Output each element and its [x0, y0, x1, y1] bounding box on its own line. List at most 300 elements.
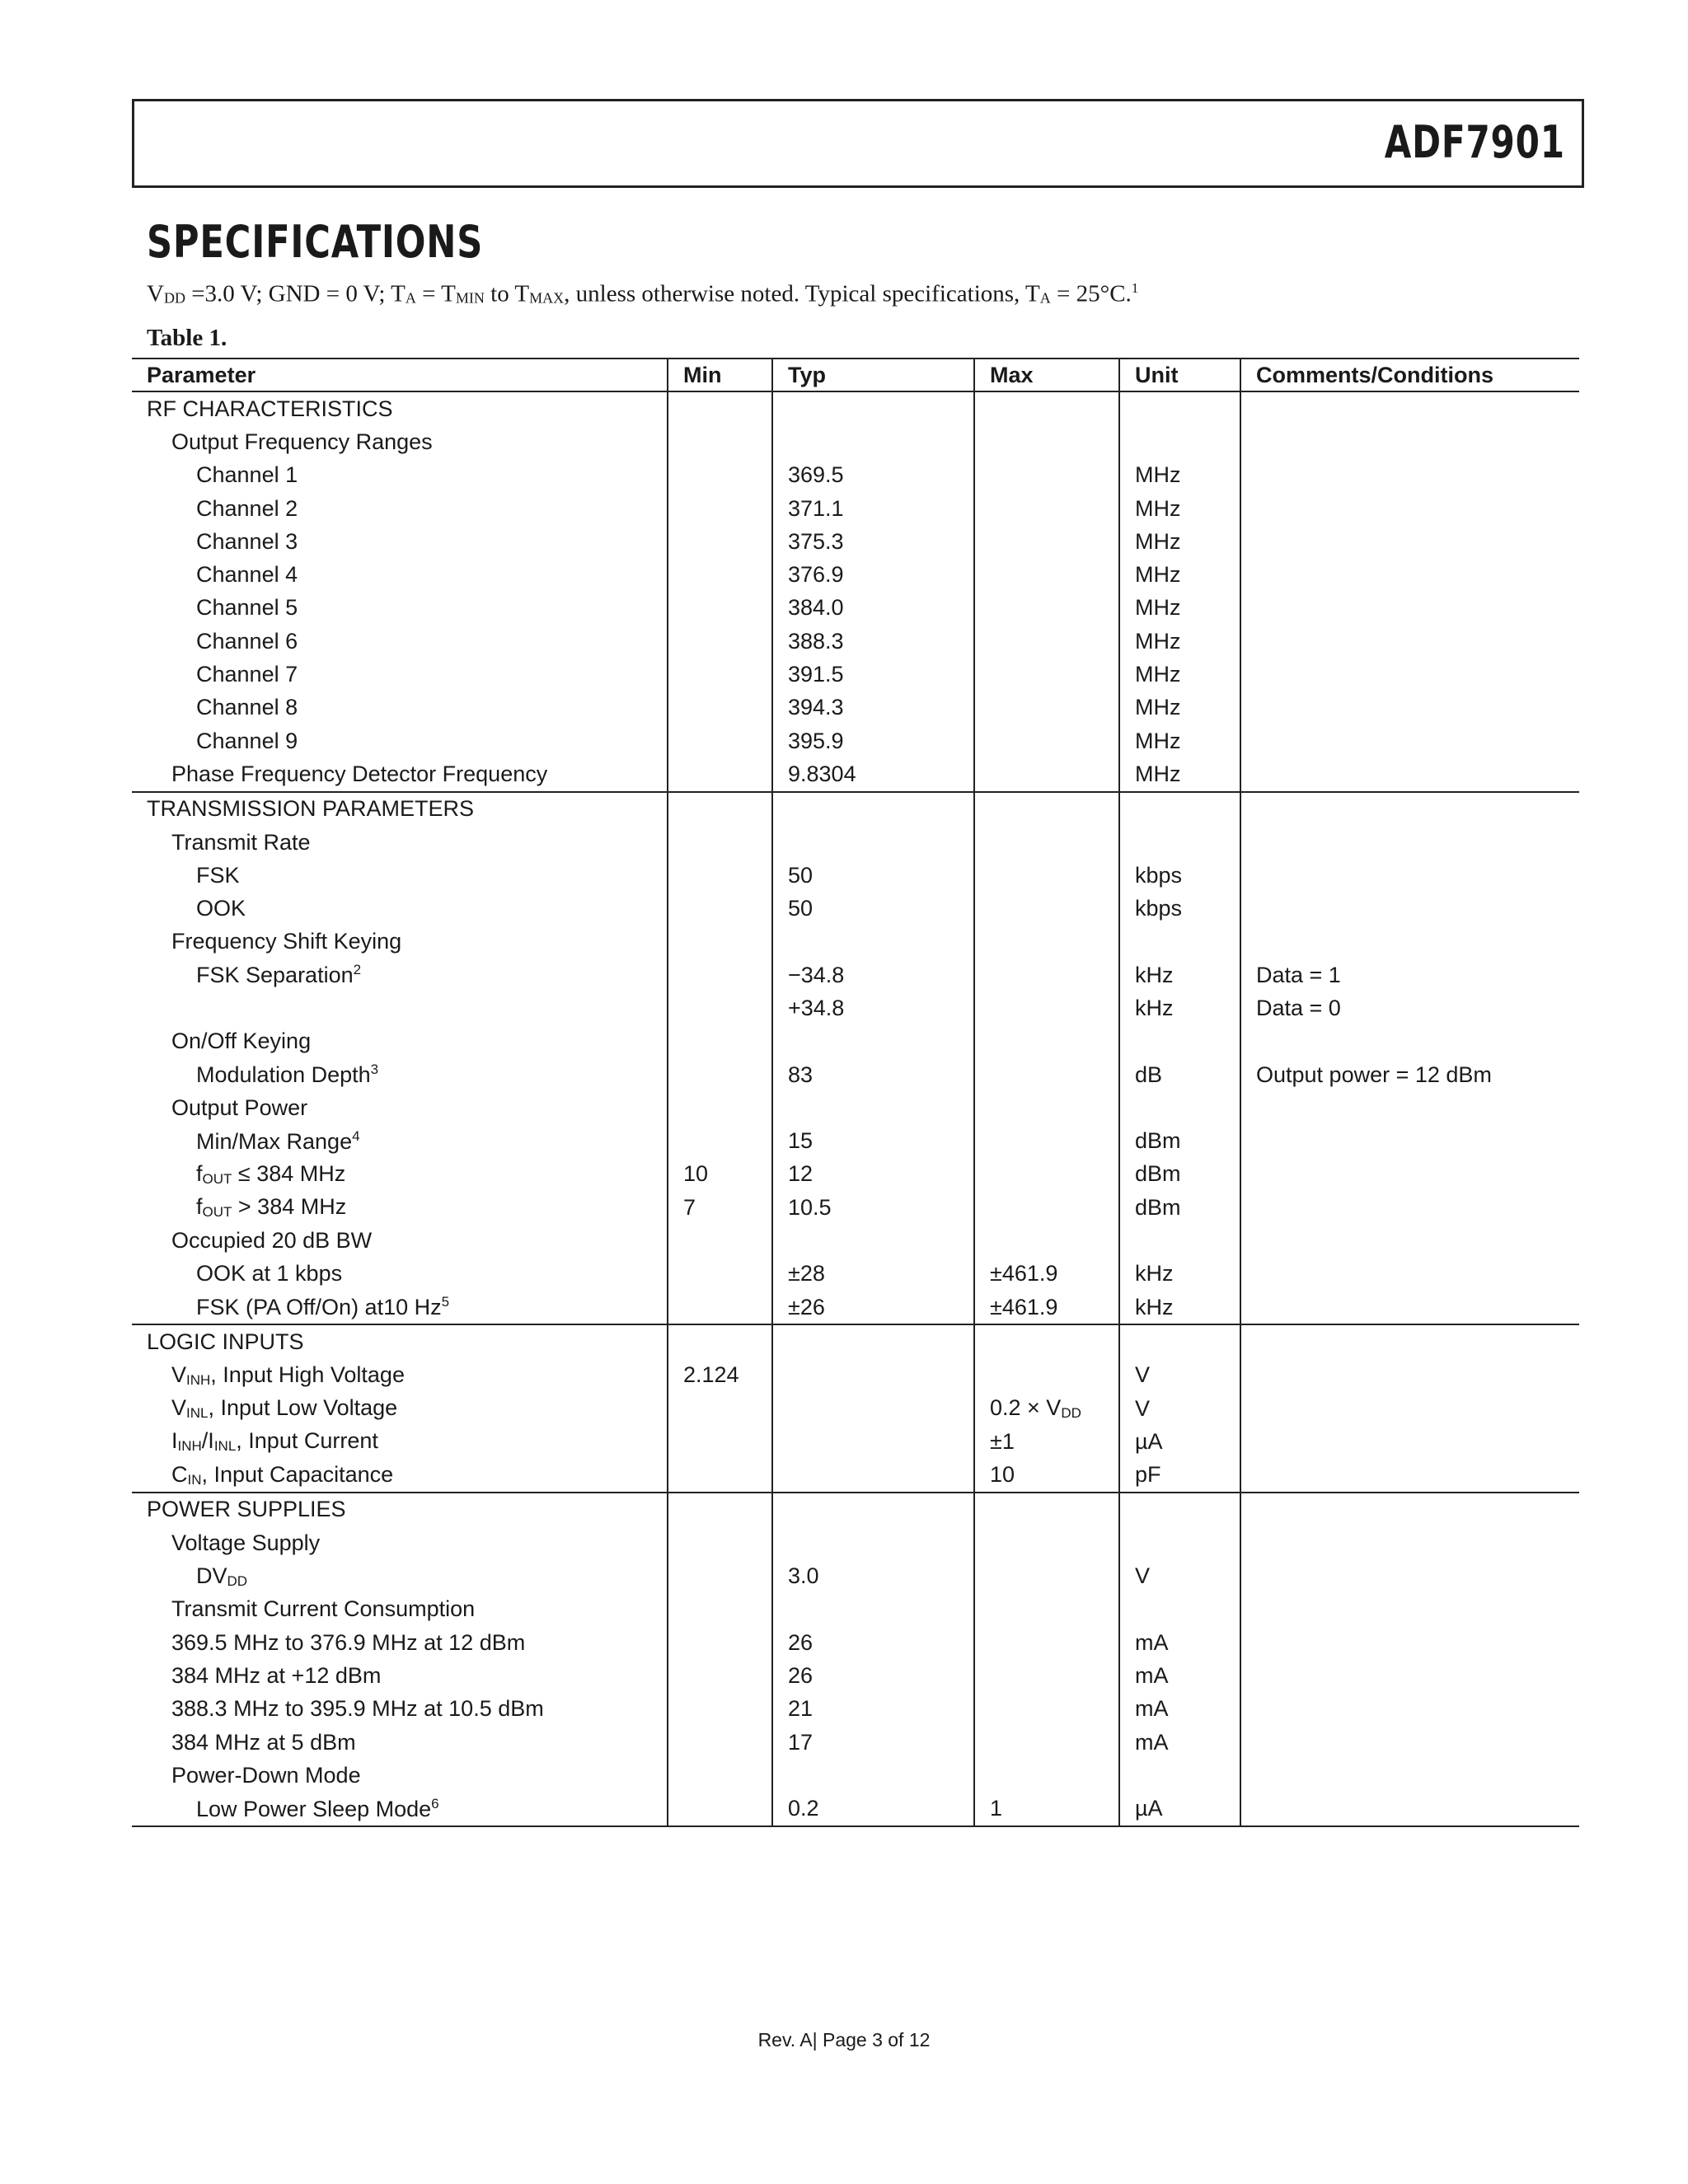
comment-cell — [1240, 1526, 1579, 1559]
max-cell — [974, 391, 1119, 425]
typ-cell — [772, 826, 974, 859]
min-cell — [668, 1726, 772, 1759]
footnote-ref: 6 — [431, 1795, 439, 1811]
param-cell: FSK Separation$^2$ — [196, 962, 362, 988]
param-cell: Channel 9 — [196, 728, 298, 753]
table-row — [132, 1158, 1579, 1191]
min-cell — [668, 926, 772, 958]
param-cell: Channel 7 — [196, 662, 298, 687]
header-comments: Comments/Conditions — [1240, 359, 1579, 391]
min-cell — [668, 1224, 772, 1257]
comment-cell — [1240, 492, 1579, 525]
typ-cell — [772, 1759, 974, 1792]
table-row — [132, 926, 1579, 958]
max-cell — [974, 425, 1119, 458]
footnote-ref: 2 — [353, 962, 362, 978]
unit-cell: V — [1119, 1559, 1240, 1592]
comment-cell — [1240, 1425, 1579, 1458]
unit-cell — [1119, 1493, 1240, 1526]
comment-cell — [1240, 1626, 1579, 1659]
comment-cell — [1240, 425, 1579, 458]
min-cell — [668, 658, 772, 691]
min-cell — [668, 691, 772, 724]
min-cell — [668, 1425, 772, 1458]
comment-cell — [1240, 1359, 1579, 1392]
typ-cell — [772, 926, 974, 958]
comment-cell — [1240, 724, 1579, 757]
unit-cell — [1119, 1759, 1240, 1792]
param-cell: Channel 3 — [196, 528, 298, 554]
max-cell — [974, 658, 1119, 691]
min-cell — [668, 525, 772, 558]
intro-conditions: $V_{DD} =3.0$ V; GND = 0 V; $T_A = T_{MIN}$ to $T_{MAX}$, unless otherwise noted. Typical specifications, $T_A = 25^\circ C.^1$ — [147, 280, 1139, 307]
param-cell: 388.3 MHz to 395.9 MHz at 10.5 dBm — [171, 1696, 544, 1722]
typ-cell: ±26 — [772, 1291, 974, 1324]
max-cell — [974, 958, 1119, 991]
typ-cell: 388.3 — [772, 625, 974, 658]
max-cell — [974, 1091, 1119, 1124]
min-cell — [668, 558, 772, 591]
unit-cell: MHz — [1119, 525, 1240, 558]
comment-cell — [1240, 1593, 1579, 1626]
table-row — [132, 724, 1579, 757]
unit-cell: MHz — [1119, 592, 1240, 625]
unit-cell: MHz — [1119, 658, 1240, 691]
header-typ: Typ — [772, 359, 974, 391]
table-row — [132, 1359, 1579, 1392]
max-cell — [974, 1324, 1119, 1358]
unit-cell: MHz — [1119, 691, 1240, 724]
table-row — [132, 1291, 1579, 1324]
min-cell — [668, 958, 772, 991]
param-cell: RF CHARACTERISTICS — [147, 396, 393, 421]
unit-cell: MHz — [1119, 757, 1240, 791]
max-cell — [974, 1693, 1119, 1726]
min-cell — [668, 1258, 772, 1291]
min-cell — [668, 991, 772, 1024]
param-cell: TRANSMISSION PARAMETERS — [147, 796, 475, 822]
min-cell — [668, 826, 772, 859]
min-cell — [668, 1559, 772, 1592]
table-row — [132, 1224, 1579, 1257]
table-row — [132, 1792, 1579, 1825]
param-cell — [132, 991, 668, 1024]
table-caption: Table 1. — [147, 325, 227, 351]
unit-cell: V — [1119, 1359, 1240, 1392]
comment-cell — [1240, 1659, 1579, 1692]
min-cell — [668, 1392, 772, 1425]
comment-cell — [1240, 525, 1579, 558]
min-cell — [668, 1493, 772, 1526]
param-cell: OOK at 1 kbps — [196, 1261, 343, 1286]
max-cell — [974, 492, 1119, 525]
unit-cell: mA — [1119, 1626, 1240, 1659]
param-cell: 384 MHz at 5 dBm — [171, 1729, 356, 1755]
page-footer: Rev. A| Page 3 of 12 — [757, 2029, 931, 2050]
min-cell — [668, 892, 772, 925]
unit-cell — [1119, 1593, 1240, 1626]
typ-cell: 83 — [772, 1058, 974, 1091]
typ-cell: 12 — [772, 1158, 974, 1191]
table-row — [132, 892, 1579, 925]
typ-cell — [772, 1392, 974, 1425]
header-parameter: Parameter — [132, 359, 668, 391]
max-cell — [974, 1158, 1119, 1191]
param-cell: Phase Frequency Detector Frequency — [132, 757, 668, 791]
table-row — [132, 492, 1579, 525]
min-cell — [668, 625, 772, 658]
max-cell — [974, 792, 1119, 826]
comment-cell — [1240, 691, 1579, 724]
unit-cell: µA — [1119, 1425, 1240, 1458]
max-cell: 10 — [974, 1459, 1119, 1493]
comment-cell — [1240, 391, 1579, 425]
table-row — [132, 826, 1579, 859]
comment-cell — [1240, 1493, 1579, 1526]
max-cell: ±1 — [974, 1425, 1119, 1458]
unit-cell — [1119, 926, 1240, 958]
comment-cell — [1240, 1158, 1579, 1191]
unit-cell: MHz — [1119, 625, 1240, 658]
unit-cell: µA — [1119, 1792, 1240, 1825]
table-row — [132, 1392, 1579, 1425]
unit-cell — [1119, 792, 1240, 826]
unit-cell: dBm — [1119, 1158, 1240, 1191]
max-cell — [974, 525, 1119, 558]
typ-cell: 375.3 — [772, 525, 974, 558]
comment-cell — [1240, 592, 1579, 625]
max-cell — [974, 1626, 1119, 1659]
unit-cell — [1119, 1091, 1240, 1124]
max-cell — [974, 991, 1119, 1024]
param-cell: Channel 5 — [196, 595, 298, 621]
table-row — [132, 691, 1579, 724]
min-cell — [668, 1025, 772, 1058]
param-cell: Min/Max Range$^4$ — [196, 1127, 360, 1154]
unit-cell: dBm — [1119, 1125, 1240, 1158]
min-cell — [668, 492, 772, 525]
table-row — [132, 1659, 1579, 1692]
min-cell — [668, 792, 772, 826]
max-cell — [974, 1125, 1119, 1158]
unit-cell: dB — [1119, 1058, 1240, 1091]
table-row — [132, 558, 1579, 591]
max-cell — [974, 926, 1119, 958]
unit-cell — [1119, 1025, 1240, 1058]
table-row — [132, 1191, 1579, 1224]
comment-cell — [1240, 1693, 1579, 1726]
param-cell: Power-Down Mode — [171, 1762, 361, 1788]
typ-cell — [772, 1425, 974, 1458]
typ-cell: 391.5 — [772, 658, 974, 691]
min-cell — [668, 425, 772, 458]
typ-cell — [772, 1091, 974, 1124]
param-cell: VINL, Input Low Voltage — [171, 1395, 398, 1422]
max-cell: 1 — [974, 1792, 1119, 1825]
max-cell — [974, 625, 1119, 658]
table-row — [132, 525, 1579, 558]
unit-cell — [1119, 1224, 1240, 1257]
typ-cell — [772, 1324, 974, 1358]
max-cell: ±461.9 — [974, 1258, 1119, 1291]
comment-cell — [1240, 757, 1579, 791]
footnote-ref: 5 — [441, 1294, 450, 1310]
max-cell — [974, 1659, 1119, 1692]
max-cell — [974, 691, 1119, 724]
param-cell: VINH, Input High Voltage — [171, 1361, 405, 1388]
max-cell — [974, 558, 1119, 591]
unit-cell — [1119, 826, 1240, 859]
typ-cell — [772, 1526, 974, 1559]
comment-cell — [1240, 859, 1579, 892]
typ-cell: +34.8 — [772, 991, 974, 1024]
param-cell: Occupied 20 dB BW — [171, 1228, 373, 1254]
table-row — [132, 1593, 1579, 1626]
comment-cell: Output power = 12 dBm — [1240, 1058, 1579, 1091]
comment-cell — [1240, 1025, 1579, 1058]
param-cell: CIN, Input Capacitance — [132, 1459, 668, 1493]
comment-cell — [1240, 1224, 1579, 1257]
unit-cell: mA — [1119, 1693, 1240, 1726]
table-row — [132, 459, 1579, 492]
table-row — [132, 625, 1579, 658]
max-cell — [974, 592, 1119, 625]
param-cell: 384 MHz at +12 dBm — [171, 1662, 382, 1688]
unit-cell: kbps — [1119, 892, 1240, 925]
param-cell: LOGIC INPUTS — [147, 1329, 304, 1354]
footnote-ref: 4 — [352, 1127, 360, 1144]
typ-cell: 17 — [772, 1726, 974, 1759]
param-cell: OOK — [196, 896, 246, 921]
header-box — [132, 99, 1584, 188]
unit-cell: mA — [1119, 1659, 1240, 1692]
param-cell: Channel 1 — [196, 462, 298, 488]
param-cell: Channel 2 — [196, 495, 298, 521]
max-cell — [974, 1359, 1119, 1392]
comment-cell — [1240, 1324, 1579, 1358]
min-cell — [668, 459, 772, 492]
param-cell: Output Power — [171, 1094, 308, 1120]
min-cell: 7 — [668, 1191, 772, 1224]
unit-cell: kHz — [1119, 991, 1240, 1024]
typ-cell: 10.5 — [772, 1191, 974, 1224]
table-row — [132, 1125, 1579, 1158]
max-cell — [974, 1526, 1119, 1559]
table-row — [132, 1091, 1579, 1124]
param-cell: FSK — [196, 862, 240, 888]
param-cell: 369.5 MHz to 376.9 MHz at 12 dBm — [171, 1629, 526, 1655]
max-cell — [974, 1726, 1119, 1759]
min-cell — [668, 1324, 772, 1358]
comment-cell — [1240, 1759, 1579, 1792]
typ-cell: 50 — [772, 892, 974, 925]
part-number: ADF7901 — [1384, 116, 1565, 168]
unit-cell: kHz — [1119, 1291, 1240, 1324]
comment-cell — [1240, 1125, 1579, 1158]
unit-cell: kHz — [1119, 1258, 1240, 1291]
typ-cell: 50 — [772, 859, 974, 892]
footnote-ref: 3 — [370, 1062, 379, 1078]
typ-cell — [772, 1359, 974, 1392]
table-row — [132, 425, 1579, 458]
typ-cell: ±28 — [772, 1258, 974, 1291]
typ-cell — [772, 1593, 974, 1626]
min-cell — [668, 592, 772, 625]
max-cell — [974, 459, 1119, 492]
param-cell: fOUT ≤ 384 MHz — [196, 1160, 346, 1187]
max-cell — [974, 1759, 1119, 1792]
table-row — [132, 1258, 1579, 1291]
min-cell — [668, 1626, 772, 1659]
unit-cell: kbps — [1119, 859, 1240, 892]
min-cell — [668, 1759, 772, 1792]
unit-cell: kHz — [1119, 958, 1240, 991]
min-cell: 10 — [668, 1158, 772, 1191]
typ-cell — [772, 1224, 974, 1257]
min-cell — [668, 1526, 772, 1559]
unit-cell: V — [1119, 1392, 1240, 1425]
max-cell — [974, 757, 1119, 791]
table-row — [132, 1459, 1579, 1493]
param-cell: Channel 4 — [196, 562, 298, 588]
param-cell: IINH/IINL, Input Current — [171, 1428, 378, 1455]
comment-cell — [1240, 792, 1579, 826]
typ-cell: 384.0 — [772, 592, 974, 625]
comment-cell — [1240, 1191, 1579, 1224]
table-row — [132, 1493, 1579, 1526]
param-cell: Voltage Supply — [171, 1530, 321, 1555]
param-cell: Transmit Rate — [171, 829, 311, 855]
comment-cell — [1240, 1792, 1579, 1825]
param-cell: Modulation Depth$^3$ — [196, 1062, 379, 1088]
max-cell — [974, 1191, 1119, 1224]
comment-cell — [1240, 1392, 1579, 1425]
comment-cell — [1240, 1459, 1579, 1493]
header-unit: Unit — [1119, 359, 1240, 391]
typ-cell — [772, 1459, 974, 1493]
table-row — [132, 757, 1579, 791]
min-cell — [668, 1058, 772, 1091]
typ-cell: 26 — [772, 1659, 974, 1692]
table-row — [132, 1025, 1579, 1058]
unit-cell: MHz — [1119, 724, 1240, 757]
unit-cell: MHz — [1119, 558, 1240, 591]
comment-cell: Data = 1 — [1240, 958, 1579, 991]
comment-cell — [1240, 892, 1579, 925]
unit-cell: MHz — [1119, 492, 1240, 525]
specifications-table — [132, 358, 1579, 1827]
table-row — [132, 958, 1579, 991]
typ-cell — [772, 1493, 974, 1526]
table-row — [132, 1759, 1579, 1792]
param-cell: Transmit Current Consumption — [171, 1596, 476, 1622]
max-cell — [974, 1593, 1119, 1626]
table-row — [132, 1693, 1579, 1726]
comment-cell — [1240, 1291, 1579, 1324]
table-row — [132, 1559, 1579, 1592]
max-cell — [974, 1559, 1119, 1592]
typ-cell: 3.0 — [772, 1559, 974, 1592]
table-row — [132, 658, 1579, 691]
table-row — [132, 1626, 1579, 1659]
typ-cell: 395.9 — [772, 724, 974, 757]
min-cell — [668, 757, 772, 791]
min-cell — [668, 1091, 772, 1124]
param-cell: On/Off Keying — [171, 1029, 312, 1054]
unit-cell: pF — [1119, 1459, 1240, 1493]
max-cell: ±461.9 — [974, 1291, 1119, 1324]
typ-cell — [772, 425, 974, 458]
typ-cell: −34.8 — [772, 958, 974, 991]
typ-cell — [772, 391, 974, 425]
typ-cell: 376.9 — [772, 558, 974, 591]
param-cell: DVDD — [196, 1563, 248, 1589]
comment-cell — [1240, 1726, 1579, 1759]
max-cell — [974, 1224, 1119, 1257]
comment-cell — [1240, 826, 1579, 859]
table-row — [132, 391, 1579, 425]
unit-cell — [1119, 425, 1240, 458]
unit-cell — [1119, 391, 1240, 425]
comment-cell — [1240, 625, 1579, 658]
typ-cell — [772, 1025, 974, 1058]
typ-cell: 394.3 — [772, 691, 974, 724]
max-cell — [974, 859, 1119, 892]
table-row — [132, 1425, 1579, 1458]
max-cell — [974, 826, 1119, 859]
table-row — [132, 792, 1579, 826]
comment-cell — [1240, 926, 1579, 958]
param-cell: POWER SUPPLIES — [147, 1497, 346, 1522]
comment-cell — [1240, 558, 1579, 591]
unit-cell: MHz — [1119, 459, 1240, 492]
max-cell — [974, 1058, 1119, 1091]
unit-cell: mA — [1119, 1726, 1240, 1759]
min-cell — [668, 1792, 772, 1825]
min-cell — [668, 1291, 772, 1324]
comment-cell: Data = 0 — [1240, 991, 1579, 1024]
max-cell — [974, 724, 1119, 757]
param-cell: fOUT > 384 MHz — [196, 1194, 347, 1221]
min-cell — [668, 724, 772, 757]
table-row — [132, 1324, 1579, 1358]
max-cell: 0.2 × VDD — [974, 1392, 1119, 1425]
typ-cell: 9.8304 — [772, 757, 974, 791]
param-cell: FSK (PA Off/On) at10 Hz$^5$ — [132, 1291, 668, 1324]
header-min: Min — [668, 359, 772, 391]
typ-cell — [772, 792, 974, 826]
typ-cell: 369.5 — [772, 459, 974, 492]
max-cell — [974, 892, 1119, 925]
min-cell — [668, 1459, 772, 1493]
table-row — [132, 1526, 1579, 1559]
min-cell — [668, 1593, 772, 1626]
min-cell — [668, 1125, 772, 1158]
comment-cell — [1240, 658, 1579, 691]
param-cell: Channel 6 — [196, 628, 298, 654]
table-row — [132, 1726, 1579, 1759]
typ-cell: 0.2 — [772, 1792, 974, 1825]
typ-cell: 15 — [772, 1125, 974, 1158]
unit-cell: dBm — [1119, 1191, 1240, 1224]
table-row — [132, 991, 1579, 1024]
table-header-row — [132, 359, 1579, 391]
comment-cell — [1240, 1091, 1579, 1124]
typ-cell: 21 — [772, 1693, 974, 1726]
typ-cell: 371.1 — [772, 492, 974, 525]
param-cell: Low Power Sleep Mode$^6$ — [132, 1792, 668, 1825]
comment-cell — [1240, 1559, 1579, 1592]
